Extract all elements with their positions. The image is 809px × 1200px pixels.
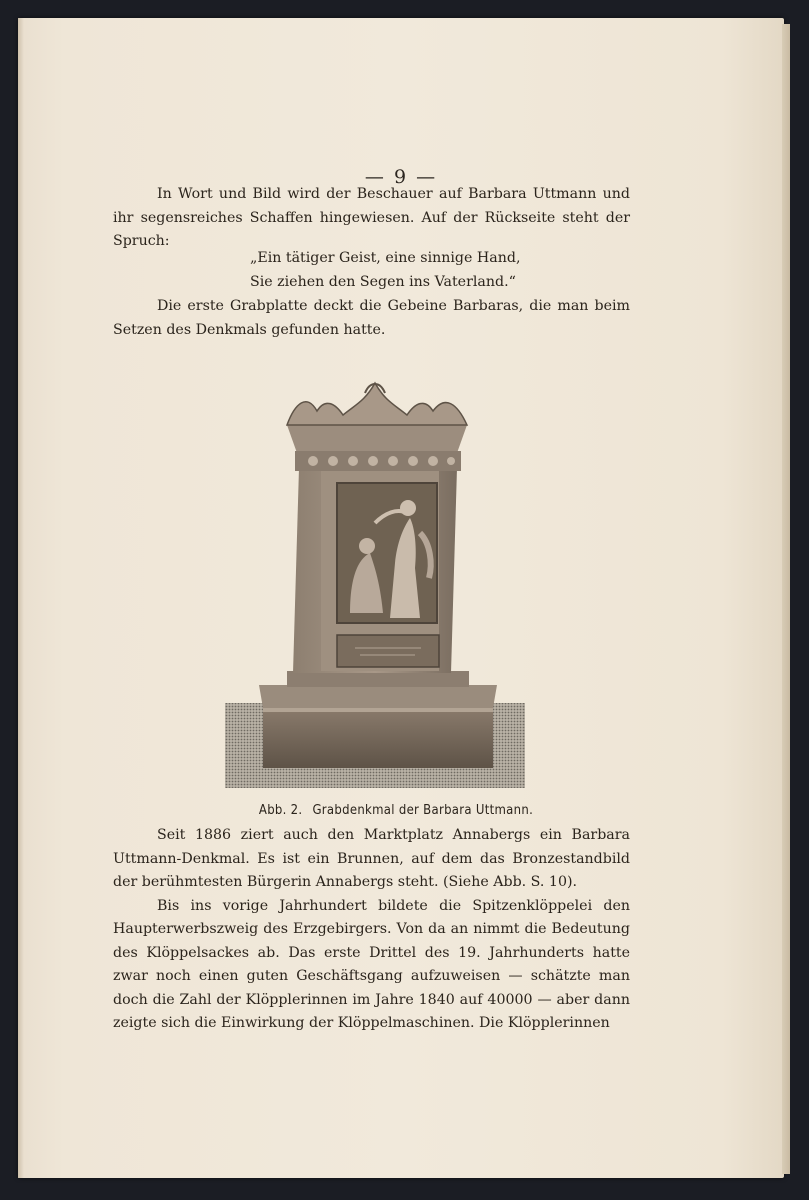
text-block-bottom	[113, 824, 630, 1036]
figure-caption	[18, 803, 784, 818]
paragraph-2: Die erste Grabplatte deckt die Gebeine Barbaras, die man beim Setzen des Denkmals gefunden hatte.	[113, 298, 630, 338]
page-number: — 9 —	[364, 166, 438, 188]
quote-block	[250, 247, 630, 294]
quote-line-2: Sie ziehen den Segen ins Vaterland.“	[250, 273, 516, 290]
book-page	[18, 18, 784, 1178]
paragraph-3: Seit 1886 ziert auch den Marktplatz Annabergs ein Barbara Uttmann-Denkmal. Es ist ein Brunnen, auf dem das Bronzestandbild der berühmtesten Bürgerin Annabergs steht. (Siehe Abb. S. 10).	[113, 827, 630, 890]
figure-label: Abb. 2.	[258, 803, 303, 818]
gravestone-illustration	[225, 363, 525, 788]
paragraph-4: Bis ins vorige Jahrhundert bildete die Spitzenklöppelei den Haupterwerbszweig des Erzgebirgers. Von da an nimmt die Bedeutung des Klöppelsackes ab. Das erste Drittel des 19. Jahrhunderts hatte zwar noch einen guten Geschäftsgang aufzuweisen — schätzte man doch die Zahl der Klöpplerinnen im Jahre 1840 auf 40000 — aber dann zeigte sich die Einwirkung der Klöppelmaschinen. Die Klöpplerinnen	[113, 897, 630, 1031]
figure-caption-text: Grabdenkmal der Barbara Uttmann.	[312, 803, 534, 818]
page-edge	[782, 24, 790, 1174]
quote-line-1: „Ein tätiger Geist, eine sinnige Hand,	[250, 250, 521, 266]
paragraph-1: In Wort und Bild wird der Beschauer auf Barbara Uttmann und ihr segensreiches Schaffen hingewiesen. Auf der Rückseite steht der Spruch:	[113, 186, 630, 249]
page-gutter-shadow	[18, 18, 24, 1178]
